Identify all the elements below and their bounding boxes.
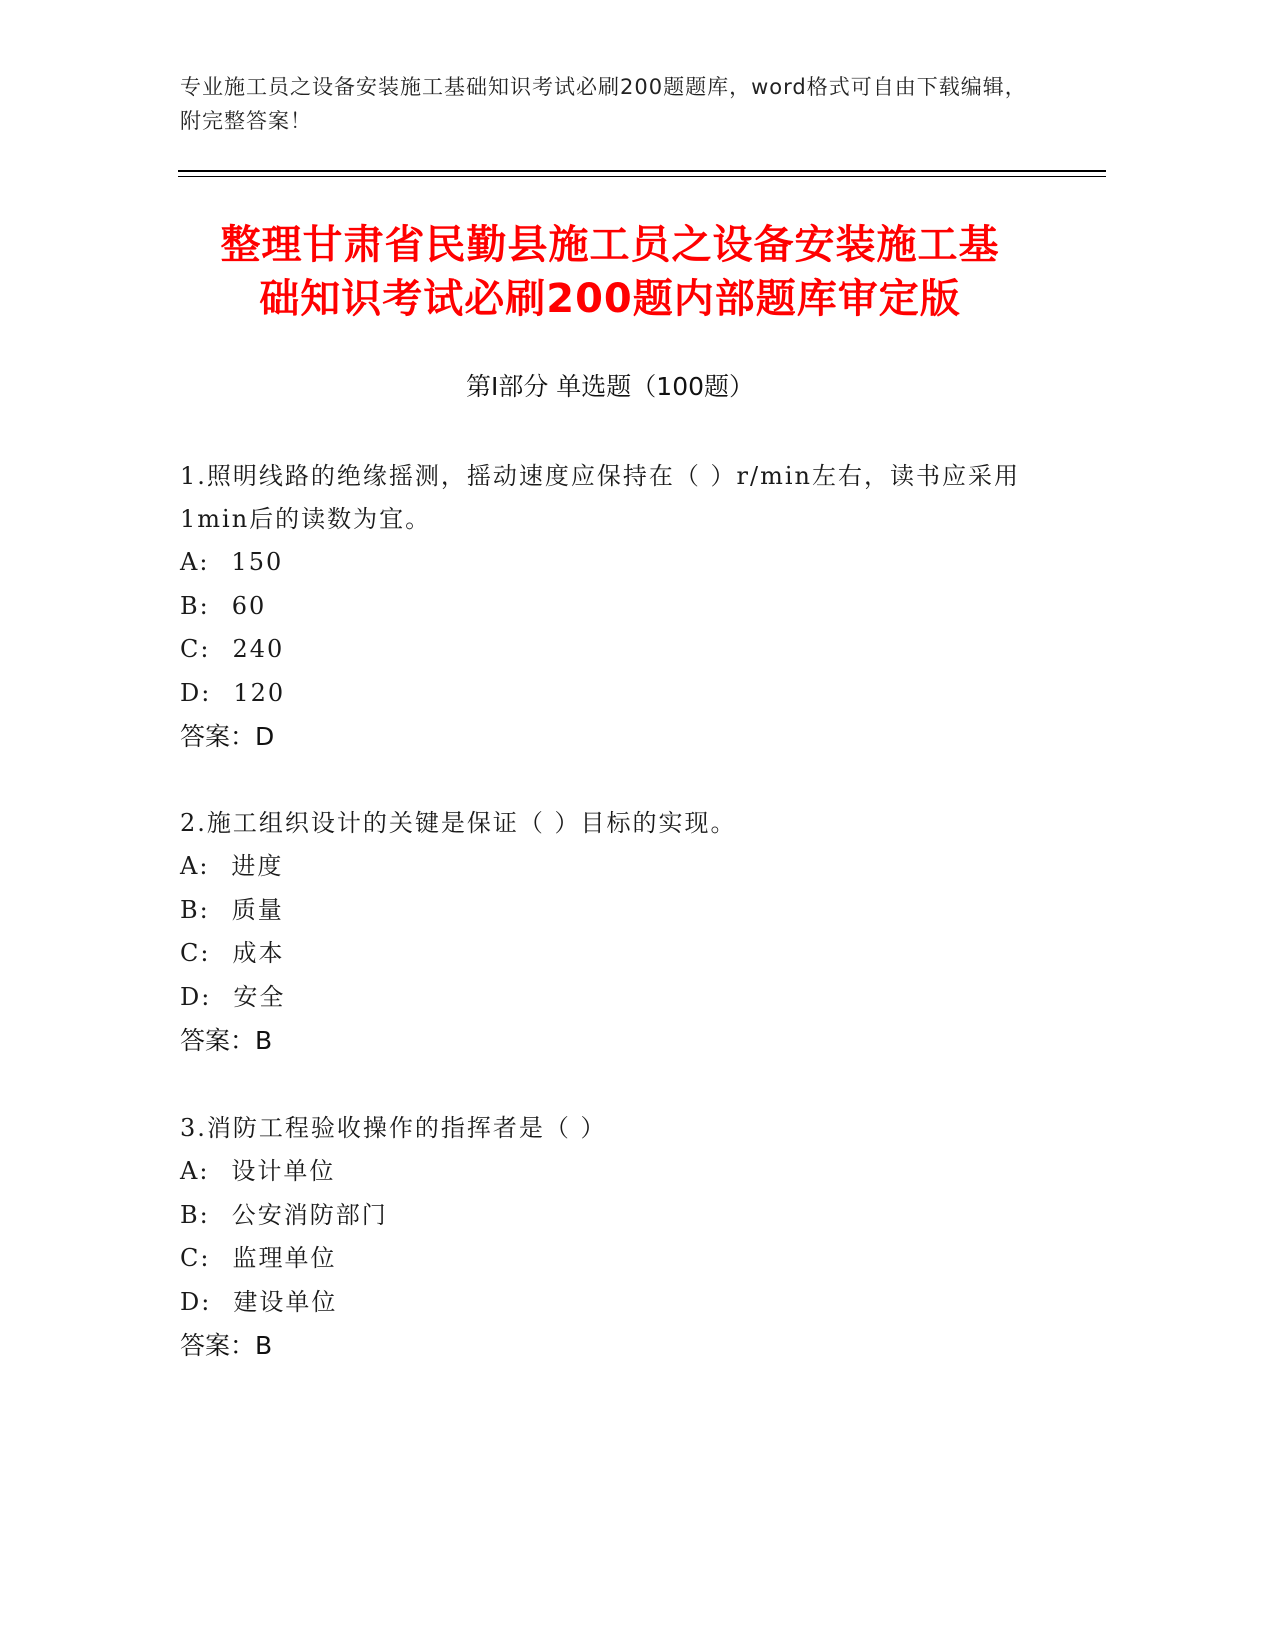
option-value: 质量: [231, 895, 284, 924]
title-line-2: 础知识考试必刷200题内部题库审定版: [259, 276, 961, 322]
option-a: [180, 1150, 1040, 1194]
option-letter: C:: [180, 635, 211, 663]
question-text: 3.消防工程验收操作的指挥者是（ ）: [180, 1114, 607, 1142]
option-value: 240: [232, 635, 285, 663]
answer: 答案：D: [180, 722, 275, 751]
option-value: 60: [231, 591, 267, 620]
option-d: [180, 976, 1040, 1020]
option-value: 监理单位: [232, 1244, 337, 1272]
section-heading: 第Ⅰ部分 单选题（100题）: [465, 372, 755, 401]
option-value: 安全: [233, 982, 286, 1011]
option-value: 公安消防部门: [231, 1200, 388, 1229]
option-letter: B:: [180, 1200, 210, 1229]
option-b: [180, 889, 1040, 933]
option-c: [180, 1237, 1040, 1281]
option-b: [180, 1194, 1040, 1238]
title-line-1: 整理甘肃省民勤县施工员之设备安装施工基: [220, 222, 1000, 268]
option-letter: C:: [180, 1244, 211, 1272]
option-d: [180, 1281, 1040, 1325]
option-letter: A:: [180, 1157, 210, 1185]
document-title: [180, 218, 1040, 326]
option-a: [180, 845, 1040, 889]
option-letter: D:: [180, 1287, 212, 1316]
header-note: 专业施工员之设备安装施工基础知识考试必刷200题题库，word格式可自由下载编辑，附完整答案！: [180, 75, 1027, 133]
option-letter: A:: [180, 548, 210, 576]
header-rule-thin: [178, 176, 1106, 177]
option-letter: A:: [180, 852, 210, 880]
question-3: [180, 1107, 1040, 1368]
option-value: 建设单位: [233, 1287, 338, 1316]
answer: 答案：B: [180, 1026, 273, 1055]
question-2: [180, 802, 1040, 1063]
header-rule-thick: [178, 170, 1106, 172]
option-d: [180, 672, 1040, 716]
option-value: 120: [233, 678, 286, 707]
answer: 答案：B: [180, 1331, 273, 1360]
option-value: 进度: [231, 852, 284, 880]
option-value: 设计单位: [231, 1157, 336, 1185]
question-1: [180, 455, 1040, 759]
question-text: 2.施工组织设计的关键是保证（ ）目标的实现。: [180, 809, 737, 837]
option-letter: C:: [180, 939, 211, 967]
option-a: [180, 541, 1040, 585]
option-letter: B:: [180, 895, 210, 924]
option-value: 成本: [232, 939, 285, 967]
option-letter: D:: [180, 678, 212, 707]
option-b: [180, 585, 1040, 629]
question-text: 1.照明线路的绝缘摇测，摇动速度应保持在（ ）r/min左右，读书应采用1min后的读数为宜。: [180, 462, 1020, 533]
option-c: [180, 932, 1040, 976]
option-letter: D:: [180, 982, 212, 1011]
option-c: [180, 628, 1040, 672]
option-value: 150: [231, 548, 284, 576]
option-letter: B:: [180, 591, 210, 620]
